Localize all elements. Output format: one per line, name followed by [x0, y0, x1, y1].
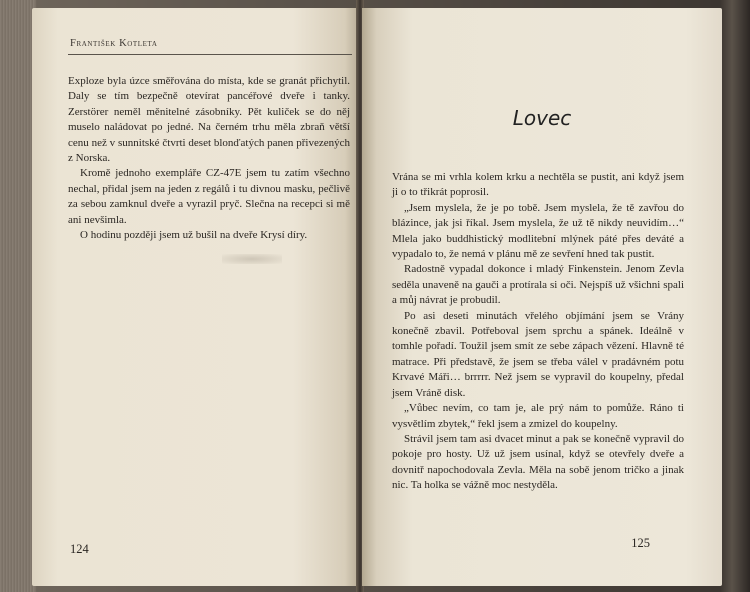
page-smudge — [222, 254, 282, 264]
paragraph: Kromě jednoho exempláře CZ-47E jsem tu zatím všechno nechal, přidal jsem na jeden z regálů i tu divnou masku, pečlivě za sebou zamknul dveře a vyrazil pryč. Slečna na recepci si mě ani nevšimla. — [68, 167, 350, 226]
paragraph: Vrána se mi vrhla kolem krku a nechtěla se pustit, ani když jsem ji o to třikrát poprosil. — [392, 171, 684, 199]
page-number: 124 — [70, 542, 89, 556]
paragraph: O hodinu později jsem už bušil na dveře Krysí díry. — [80, 229, 308, 242]
running-head: František Kotleta — [70, 38, 158, 49]
page-number: 125 — [631, 536, 650, 550]
paragraph: Strávil jsem tam asi dvacet minut a pak se konečně vypravil do pokoje pro hosty. Už už jsem usínal, když se otevřely dveře a dovnitř napochodovala Zevla. Měla na sobě jenom tričko a jinak nic. Ta holka se vážně moc nestyděla. — [392, 432, 684, 492]
book-cover-edge-right — [720, 0, 750, 592]
header-rule — [68, 54, 352, 55]
right-page-text — [392, 170, 684, 494]
chapter-title: Lovec — [512, 106, 572, 130]
paragraph: Radostně vypadal dokonce i mladý Finkenstein. Jenom Zevla seděla unaveně na gauči a protírala si oči. Nejspíš už všichni spali a můj návrat je probudil. — [392, 263, 684, 307]
left-page-text — [68, 74, 350, 243]
paragraph: „Vůbec nevím, co tam je, ale prý nám to pomůže. Ráno ti vysvětlím zbytek,“ řekl jsem a zmizel do koupelny. — [392, 402, 684, 430]
book-page-edges-left — [0, 0, 36, 592]
left-page — [32, 8, 358, 586]
paragraph: Po asi deseti minutách vřelého objímání jsem se Vrány konečně zbavil. Potřeboval jsem sprchu a spánek. Ideálně v tomhle pořadí. Toužil jsem smít ze sebe zápach vězení. Hlavně té matrace. Při představě, že jsem se třeba válel v pradávném potu Krvavé Máři… brrrrr. Než jsem se vypravil do koupelny, předal jsem Vráně disk. — [392, 309, 684, 399]
paragraph: Exploze byla úzce směřována do místa, kde se granát přichytil. Daly se tím bezpečně otevírat pancéřové dveře i tanky. Zerstörer neměl měnitelné zásobníky. Pět kuliček se do něj muselo naládovat po jedné. Na černém trhu měla zbraň větší cenu než v sunnitské čtvrti deset blonďatých panen přivezených z Norska. — [68, 75, 350, 165]
paragraph: „Jsem myslela, že je po tobě. Jsem myslela, že tě zavřou do blázince, jak jsi říkal. Jsem myslela, že už tě nikdy neuvidím…“ Mlela jako buddhistický modlitební mlýnek páté přes deváté a vypadalo to, že nemá v plánu mě ze sevření hned tak pustit. — [392, 201, 684, 261]
right-page — [362, 8, 722, 586]
